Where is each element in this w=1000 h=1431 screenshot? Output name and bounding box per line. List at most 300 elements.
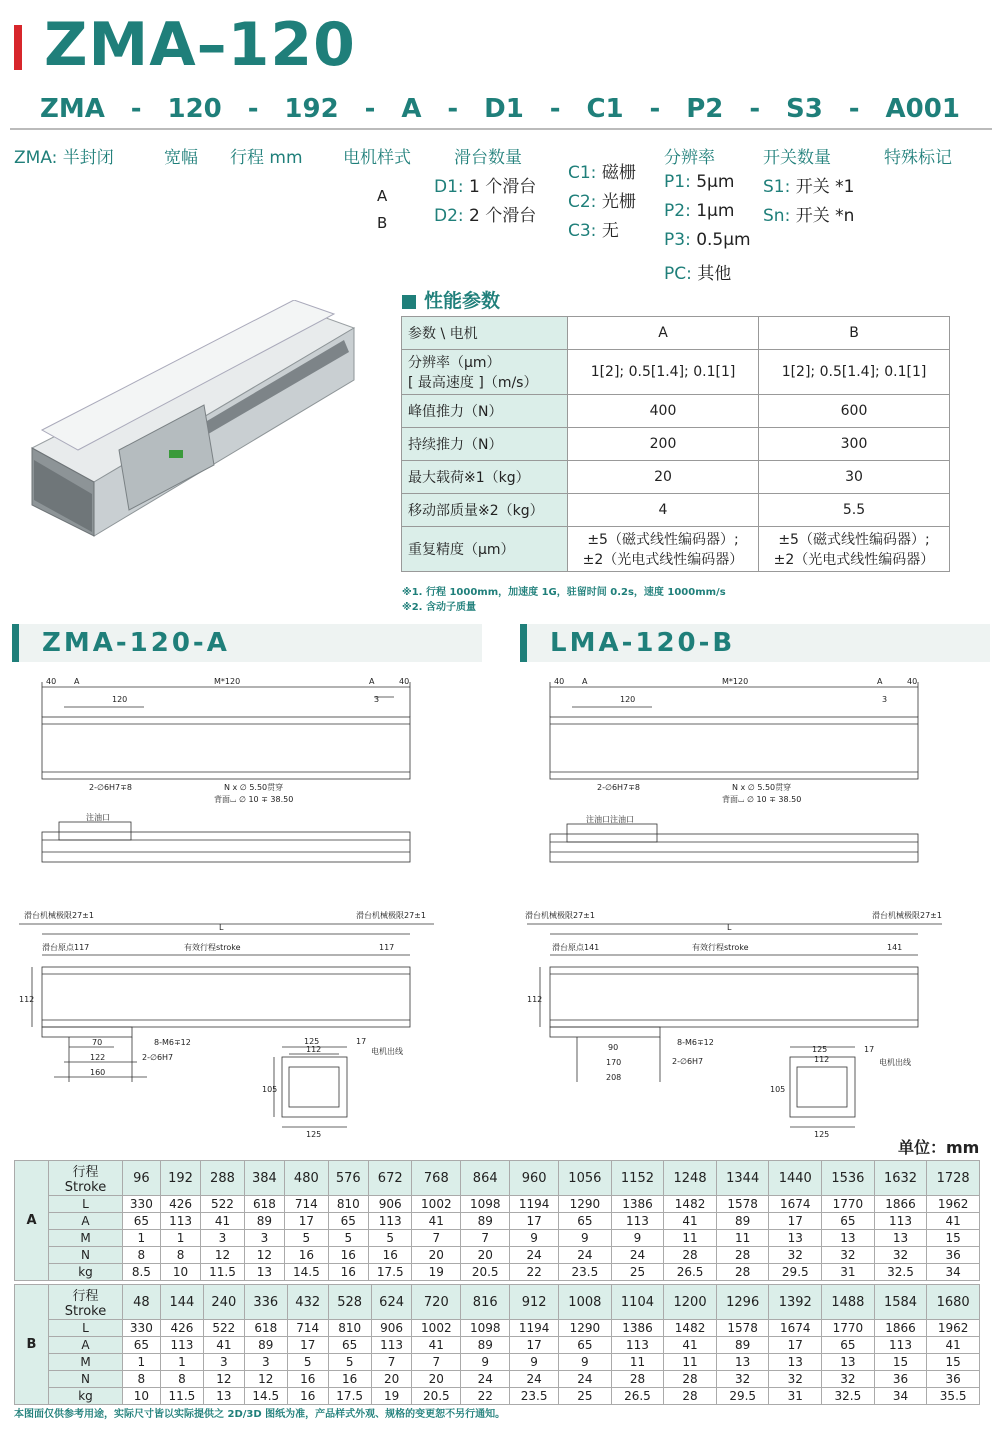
table-cell: 31 bbox=[769, 1388, 822, 1405]
table-cell: 32 bbox=[822, 1371, 875, 1388]
table-cell: 23.5 bbox=[559, 1264, 612, 1281]
table-cell: 11.5 bbox=[160, 1388, 203, 1405]
dim-40-left: 40 bbox=[554, 677, 565, 686]
table-cell: 16 bbox=[328, 1371, 371, 1388]
product-image bbox=[14, 300, 364, 560]
table-cell: 36 bbox=[874, 1371, 927, 1388]
perf-table bbox=[401, 316, 950, 572]
row-label: A bbox=[49, 1213, 123, 1230]
table-cell: 65 bbox=[123, 1213, 161, 1230]
table-cell: 330 bbox=[123, 1320, 161, 1337]
stroke-value: 240 bbox=[204, 1285, 245, 1320]
table-cell: 1 bbox=[123, 1354, 161, 1371]
perf-row bbox=[402, 395, 950, 428]
stroke-value: 336 bbox=[244, 1285, 287, 1320]
dim-end-125: 125 bbox=[812, 1045, 828, 1054]
stroke-value: 1296 bbox=[716, 1285, 769, 1320]
table-cell: 1962 bbox=[927, 1196, 980, 1213]
perf-note-1: ※1. 行程 1000mm，加速度 1G，驻留时间 0.2s，速度 1000mm/s bbox=[402, 587, 726, 598]
table-row bbox=[15, 1388, 980, 1405]
perf-cell-b: ±5（磁式线性编码器）; ±2（光电式线性编码器） bbox=[759, 527, 950, 572]
stroke-value: 912 bbox=[510, 1285, 559, 1320]
dim-end-112: 112 bbox=[306, 1045, 322, 1054]
table-cell: 3 bbox=[244, 1354, 287, 1371]
table-cell: 1 bbox=[123, 1230, 161, 1247]
table-cell: 113 bbox=[369, 1213, 412, 1230]
stroke-value: 624 bbox=[371, 1285, 412, 1320]
legend-slides: 滑台数量 bbox=[454, 148, 522, 168]
table-cell: 19 bbox=[412, 1264, 461, 1281]
hole-label-3: 背面⌴ ∅ 10 ∓ 38.50 bbox=[214, 795, 294, 804]
legend-resolution: 分辨率 bbox=[664, 148, 715, 168]
table-cell: 24 bbox=[611, 1247, 664, 1264]
res-opt-4: PC: 其他 bbox=[664, 264, 732, 284]
perf-cell-a: 200 bbox=[568, 428, 759, 461]
table-cell: 17.5 bbox=[328, 1388, 371, 1405]
table-cell: 5 bbox=[328, 1354, 371, 1371]
dim-112: 112 bbox=[19, 995, 35, 1004]
table-cell: 1002 bbox=[412, 1320, 461, 1337]
limit-right: 滑台机械极限27±1 bbox=[872, 911, 942, 920]
drawing-b bbox=[522, 672, 982, 1142]
row-label: N bbox=[49, 1371, 123, 1388]
table-cell: 20 bbox=[461, 1247, 510, 1264]
table-cell: 28 bbox=[664, 1371, 717, 1388]
slides-opt-2: D2: 2 个滑台 bbox=[434, 206, 537, 226]
table-cell: 11 bbox=[664, 1230, 717, 1247]
table-cell: 10 bbox=[123, 1388, 161, 1405]
table-cell: 5 bbox=[328, 1230, 369, 1247]
table-cell: 41 bbox=[412, 1337, 461, 1354]
table-cell: 15 bbox=[927, 1354, 980, 1371]
table-cell: 9 bbox=[611, 1230, 664, 1247]
table-cell: 7 bbox=[412, 1230, 461, 1247]
code-segment: ZMA bbox=[40, 94, 105, 124]
table-row bbox=[15, 1264, 980, 1281]
stroke-value: 576 bbox=[328, 1161, 369, 1196]
table-cell: 13 bbox=[204, 1388, 245, 1405]
perf-header-cell: 参数 \ 电机 bbox=[402, 317, 568, 350]
dim-a-right: A bbox=[877, 677, 883, 686]
table-cell: 1866 bbox=[874, 1196, 927, 1213]
table-cell: 65 bbox=[328, 1337, 371, 1354]
table-cell: 12 bbox=[244, 1371, 287, 1388]
row-label: M bbox=[49, 1230, 123, 1247]
c-opt-1: C1: 磁栅 bbox=[568, 163, 636, 183]
table-cell: 14.5 bbox=[285, 1264, 328, 1281]
dim-right: 141 bbox=[887, 943, 903, 952]
page-title: ZMA–120 bbox=[44, 10, 356, 80]
table-cell: 1866 bbox=[874, 1320, 927, 1337]
dim-3: 3 bbox=[374, 695, 380, 704]
table-cell: 113 bbox=[874, 1213, 927, 1230]
stroke-value: 768 bbox=[412, 1161, 461, 1196]
row-label: N bbox=[49, 1247, 123, 1264]
perf-cell-a: 1[2]; 0.5[1.4]; 0.1[1] bbox=[568, 350, 759, 395]
stroke-header-label: 行程 Stroke bbox=[49, 1161, 123, 1196]
legend-special: 特殊标记 bbox=[884, 148, 952, 168]
perf-header-cell: B bbox=[759, 317, 950, 350]
table-cell: 16 bbox=[285, 1247, 328, 1264]
perf-cell-b: 5.5 bbox=[759, 494, 950, 527]
dim-end-17: 17 bbox=[356, 1037, 367, 1046]
limit-left: 滑台机械极限27±1 bbox=[24, 911, 94, 920]
stroke-value: 1392 bbox=[769, 1285, 822, 1320]
dim-end-105: 105 bbox=[770, 1085, 786, 1094]
table-cell: 15 bbox=[874, 1354, 927, 1371]
table-cell: 906 bbox=[369, 1196, 412, 1213]
table-cell: 8 bbox=[160, 1371, 203, 1388]
stroke-value: 1104 bbox=[611, 1285, 664, 1320]
table-cell: 9 bbox=[510, 1354, 559, 1371]
perf-row bbox=[402, 494, 950, 527]
table-cell: 25 bbox=[559, 1388, 612, 1405]
hole-label-2: N x ∅ 5.50贯穿 bbox=[732, 783, 792, 792]
table-cell: 12 bbox=[201, 1247, 244, 1264]
table-cell: 113 bbox=[874, 1337, 927, 1354]
code-segment: - bbox=[749, 94, 761, 124]
table-cell: 28 bbox=[611, 1371, 664, 1388]
dim-40-right: 40 bbox=[399, 677, 410, 686]
h7-label: 2-∅6H7 bbox=[142, 1053, 174, 1062]
table-cell: 618 bbox=[244, 1320, 287, 1337]
perf-cell-p: 峰值推力（N） bbox=[402, 395, 568, 428]
effective-stroke-label: 有效行程stroke bbox=[184, 943, 241, 952]
table-cell: 1 bbox=[160, 1354, 203, 1371]
table-cell: 19 bbox=[371, 1388, 412, 1405]
m6-label: 8-M6∓12 bbox=[154, 1038, 191, 1047]
group-label: A bbox=[15, 1161, 49, 1281]
row-label: L bbox=[49, 1196, 123, 1213]
stroke-value: 1152 bbox=[611, 1161, 664, 1196]
stroke-value: 816 bbox=[461, 1285, 510, 1320]
table-cell: 1002 bbox=[412, 1196, 461, 1213]
table-cell: 89 bbox=[461, 1337, 510, 1354]
dim-l: L bbox=[727, 923, 732, 932]
table-cell: 113 bbox=[160, 1337, 203, 1354]
table-cell: 1194 bbox=[510, 1320, 559, 1337]
table-cell: 9 bbox=[559, 1230, 612, 1247]
divider bbox=[10, 128, 992, 130]
table-cell: 11.5 bbox=[201, 1264, 244, 1281]
table-cell: 17 bbox=[769, 1213, 822, 1230]
table-row bbox=[15, 1213, 980, 1230]
dim-70: 70 bbox=[92, 1038, 103, 1047]
table-cell: 113 bbox=[160, 1213, 201, 1230]
table-cell: 89 bbox=[716, 1337, 769, 1354]
table-cell: 34 bbox=[874, 1388, 927, 1405]
stroke-value: 192 bbox=[160, 1161, 201, 1196]
table-cell: 24 bbox=[559, 1371, 612, 1388]
table-cell: 113 bbox=[611, 1337, 664, 1354]
perf-header-cell: A bbox=[568, 317, 759, 350]
table-cell: 113 bbox=[611, 1213, 664, 1230]
h7-label: 2-∅6H7 bbox=[672, 1057, 704, 1066]
switch-opt-2: Sn: 开关 *n bbox=[763, 206, 855, 226]
table-cell: 20 bbox=[371, 1371, 412, 1388]
perf-cell-a: 400 bbox=[568, 395, 759, 428]
group-label: B bbox=[15, 1285, 49, 1405]
code-segment: - bbox=[549, 94, 561, 124]
table-cell: 17 bbox=[287, 1337, 328, 1354]
table-cell: 1578 bbox=[716, 1196, 769, 1213]
c-opt-3: C3: 无 bbox=[568, 221, 619, 241]
table-cell: 89 bbox=[244, 1337, 287, 1354]
table-cell: 7 bbox=[412, 1354, 461, 1371]
table-cell: 14.5 bbox=[244, 1388, 287, 1405]
perf-notes bbox=[402, 585, 726, 615]
table-cell: 65 bbox=[822, 1337, 875, 1354]
table-cell: 1290 bbox=[559, 1196, 612, 1213]
dim-m120: M*120 bbox=[214, 677, 241, 686]
code-segment: 120 bbox=[167, 94, 222, 124]
stroke-value: 720 bbox=[412, 1285, 461, 1320]
table-cell: 1386 bbox=[611, 1196, 664, 1213]
perf-title: 性能参数 bbox=[402, 286, 500, 313]
table-cell: 810 bbox=[328, 1320, 371, 1337]
table-cell: 41 bbox=[927, 1337, 980, 1354]
table-cell: 16 bbox=[287, 1371, 328, 1388]
table-cell: 13 bbox=[822, 1354, 875, 1371]
hole-label-3: 背面⌴ ∅ 10 ∓ 38.50 bbox=[722, 795, 802, 804]
table-cell: 16 bbox=[287, 1388, 328, 1405]
table-cell: 28 bbox=[664, 1247, 717, 1264]
table-cell: 1770 bbox=[822, 1320, 875, 1337]
table-cell: 41 bbox=[412, 1213, 461, 1230]
table-cell: 7 bbox=[371, 1354, 412, 1371]
origin-label: 滑台原点141 bbox=[552, 943, 600, 952]
table-cell: 8 bbox=[123, 1371, 161, 1388]
footer-note: 本图面仅供参考用途，实际尺寸皆以实际提供之 2D/3D 图纸为准，产品样式外观、规格的变更恕不另行通知。 bbox=[14, 1409, 506, 1420]
motor-out-label: 电机出线 bbox=[371, 1047, 403, 1056]
section-b-title: LMA-120-B bbox=[550, 628, 736, 658]
table-cell: 12 bbox=[244, 1247, 285, 1264]
table-cell: 32 bbox=[716, 1371, 769, 1388]
res-opt-2: P2: 1μm bbox=[664, 201, 735, 221]
dim-208: 208 bbox=[606, 1073, 622, 1082]
table-cell: 29.5 bbox=[769, 1264, 822, 1281]
code-segment: - bbox=[848, 94, 860, 124]
stroke-value: 480 bbox=[285, 1161, 328, 1196]
table-cell: 41 bbox=[664, 1337, 717, 1354]
res-opt-1: P1: 5μm bbox=[664, 172, 735, 192]
stroke-value: 864 bbox=[461, 1161, 510, 1196]
dim-120: 120 bbox=[112, 695, 128, 704]
table-cell: 1674 bbox=[769, 1196, 822, 1213]
dim-end-125: 125 bbox=[304, 1037, 320, 1046]
table-cell: 1578 bbox=[716, 1320, 769, 1337]
dim-40-left: 40 bbox=[46, 677, 57, 686]
stroke-table-b bbox=[14, 1284, 980, 1405]
perf-cell-p: 最大载荷※1（kg） bbox=[402, 461, 568, 494]
table-cell: 1482 bbox=[664, 1196, 717, 1213]
table-cell: 714 bbox=[285, 1196, 328, 1213]
stroke-value: 1680 bbox=[927, 1285, 980, 1320]
table-cell: 89 bbox=[461, 1213, 510, 1230]
table-cell: 41 bbox=[204, 1337, 245, 1354]
dim-160: 160 bbox=[90, 1068, 106, 1077]
stroke-value: 672 bbox=[369, 1161, 412, 1196]
effective-stroke-label: 有效行程stroke bbox=[692, 943, 749, 952]
table-cell: 41 bbox=[201, 1213, 244, 1230]
dim-120: 120 bbox=[620, 695, 636, 704]
table-cell: 20.5 bbox=[412, 1388, 461, 1405]
code-segment: P2 bbox=[686, 94, 724, 124]
table-row bbox=[15, 1230, 980, 1247]
perf-cell-b: 300 bbox=[759, 428, 950, 461]
code-segment: 192 bbox=[284, 94, 339, 124]
stroke-value: 288 bbox=[201, 1161, 244, 1196]
table-cell: 24 bbox=[510, 1247, 559, 1264]
stroke-value: 432 bbox=[287, 1285, 328, 1320]
perf-note-2: ※2. 含动子质量 bbox=[402, 602, 476, 613]
perf-cell-a: ±5（磁式线性编码器）; ±2（光电式线性编码器） bbox=[568, 527, 759, 572]
table-cell: 29.5 bbox=[716, 1388, 769, 1405]
dim-a-left: A bbox=[74, 677, 80, 686]
table-cell: 24 bbox=[461, 1371, 510, 1388]
table-cell: 41 bbox=[664, 1213, 717, 1230]
table-cell: 1674 bbox=[769, 1320, 822, 1337]
table-cell: 16 bbox=[369, 1247, 412, 1264]
table-cell: 34 bbox=[927, 1264, 980, 1281]
table-cell: 22 bbox=[510, 1264, 559, 1281]
stroke-value: 384 bbox=[244, 1161, 285, 1196]
table-cell: 32.5 bbox=[874, 1264, 927, 1281]
perf-cell-p: 持续推力（N） bbox=[402, 428, 568, 461]
model-code-row bbox=[40, 94, 960, 124]
stroke-value: 960 bbox=[510, 1161, 559, 1196]
table-cell: 522 bbox=[201, 1196, 244, 1213]
hole-label-2: N x ∅ 5.50贯穿 bbox=[224, 783, 284, 792]
code-segment: - bbox=[247, 94, 259, 124]
perf-row bbox=[402, 428, 950, 461]
motor-out-label: 电机出线 bbox=[879, 1058, 911, 1067]
stroke-value: 528 bbox=[328, 1285, 371, 1320]
table-cell: 26.5 bbox=[664, 1264, 717, 1281]
table-cell: 13 bbox=[822, 1230, 875, 1247]
table-cell: 17 bbox=[510, 1337, 559, 1354]
dim-40-right: 40 bbox=[907, 677, 918, 686]
code-segment: A001 bbox=[885, 94, 960, 124]
c-opt-2: C2: 光栅 bbox=[568, 192, 636, 212]
table-row bbox=[15, 1196, 980, 1213]
table-cell: 13 bbox=[874, 1230, 927, 1247]
table-cell: 1 bbox=[160, 1230, 201, 1247]
table-cell: 24 bbox=[510, 1371, 559, 1388]
table-cell: 13 bbox=[769, 1354, 822, 1371]
stroke-header-label: 行程 Stroke bbox=[49, 1285, 123, 1320]
table-cell: 1962 bbox=[927, 1320, 980, 1337]
hole-label-1: 2-∅6H7∓8 bbox=[597, 783, 640, 792]
table-cell: 11 bbox=[664, 1354, 717, 1371]
table-cell: 810 bbox=[328, 1196, 369, 1213]
table-cell: 20 bbox=[412, 1247, 461, 1264]
dim-a-left: A bbox=[582, 677, 588, 686]
title-accent-bar bbox=[14, 25, 22, 70]
table-cell: 1770 bbox=[822, 1196, 875, 1213]
table-cell: 3 bbox=[204, 1354, 245, 1371]
table-cell: 3 bbox=[244, 1230, 285, 1247]
table-cell: 426 bbox=[160, 1196, 201, 1213]
table-cell: 65 bbox=[822, 1213, 875, 1230]
table-cell: 1290 bbox=[559, 1320, 612, 1337]
table-cell: 15 bbox=[927, 1230, 980, 1247]
code-segment: A bbox=[401, 94, 422, 124]
row-label: L bbox=[49, 1320, 123, 1337]
table-cell: 36 bbox=[927, 1247, 980, 1264]
table-cell: 8.5 bbox=[123, 1264, 161, 1281]
stroke-value: 1344 bbox=[716, 1161, 769, 1196]
legend-zma: ZMA: 半封闭 bbox=[14, 148, 114, 168]
limit-left: 滑台机械极限27±1 bbox=[525, 911, 595, 920]
table-cell: 11 bbox=[716, 1230, 769, 1247]
dim-end-125b: 125 bbox=[306, 1130, 322, 1139]
dim-122: 122 bbox=[90, 1053, 106, 1062]
dim-l: L bbox=[219, 923, 224, 932]
legend-width: 宽幅 bbox=[164, 148, 198, 168]
table-cell: 24 bbox=[559, 1247, 612, 1264]
table-cell: 906 bbox=[371, 1320, 412, 1337]
table-cell: 618 bbox=[244, 1196, 285, 1213]
m6-label: 8-M6∓12 bbox=[677, 1038, 714, 1047]
table-cell: 1482 bbox=[664, 1320, 717, 1337]
table-cell: 31 bbox=[822, 1264, 875, 1281]
table-cell: 3 bbox=[201, 1230, 244, 1247]
table-cell: 5 bbox=[285, 1230, 328, 1247]
stroke-value: 144 bbox=[160, 1285, 203, 1320]
switch-opt-1: S1: 开关 *1 bbox=[763, 177, 855, 197]
table-cell: 12 bbox=[204, 1371, 245, 1388]
table-cell: 89 bbox=[716, 1213, 769, 1230]
table-row bbox=[15, 1320, 980, 1337]
code-segment: - bbox=[364, 94, 376, 124]
table-cell: 28 bbox=[716, 1264, 769, 1281]
section-b-bar bbox=[520, 624, 990, 662]
table-cell: 5 bbox=[287, 1354, 328, 1371]
dim-end-125b: 125 bbox=[814, 1130, 830, 1139]
table-cell: 28 bbox=[716, 1247, 769, 1264]
table-cell: 522 bbox=[204, 1320, 245, 1337]
table-cell: 16 bbox=[328, 1264, 369, 1281]
perf-cell-b: 600 bbox=[759, 395, 950, 428]
stroke-value: 1200 bbox=[664, 1285, 717, 1320]
table-cell: 25 bbox=[611, 1264, 664, 1281]
dim-a-right: A bbox=[369, 677, 375, 686]
table-cell: 714 bbox=[287, 1320, 328, 1337]
dim-end-105: 105 bbox=[262, 1085, 278, 1094]
table-cell: 10 bbox=[160, 1264, 201, 1281]
table-cell: 41 bbox=[927, 1213, 980, 1230]
drawing-a bbox=[14, 672, 474, 1142]
section-a-bar bbox=[12, 624, 482, 662]
code-segment: S3 bbox=[786, 94, 823, 124]
table-cell: 89 bbox=[244, 1213, 285, 1230]
dim-170: 170 bbox=[606, 1058, 622, 1067]
table-cell: 1194 bbox=[510, 1196, 559, 1213]
stroke-value: 1536 bbox=[822, 1161, 875, 1196]
table-cell: 9 bbox=[559, 1354, 612, 1371]
perf-row bbox=[402, 527, 950, 572]
code-segment: D1 bbox=[484, 94, 524, 124]
table-cell: 23.5 bbox=[510, 1388, 559, 1405]
table-cell: 17.5 bbox=[369, 1264, 412, 1281]
code-segment: - bbox=[649, 94, 661, 124]
code-segment: - bbox=[447, 94, 459, 124]
table-cell: 65 bbox=[559, 1213, 612, 1230]
stroke-value: 48 bbox=[123, 1285, 161, 1320]
row-label: A bbox=[49, 1337, 123, 1354]
stroke-value: 1008 bbox=[559, 1285, 612, 1320]
